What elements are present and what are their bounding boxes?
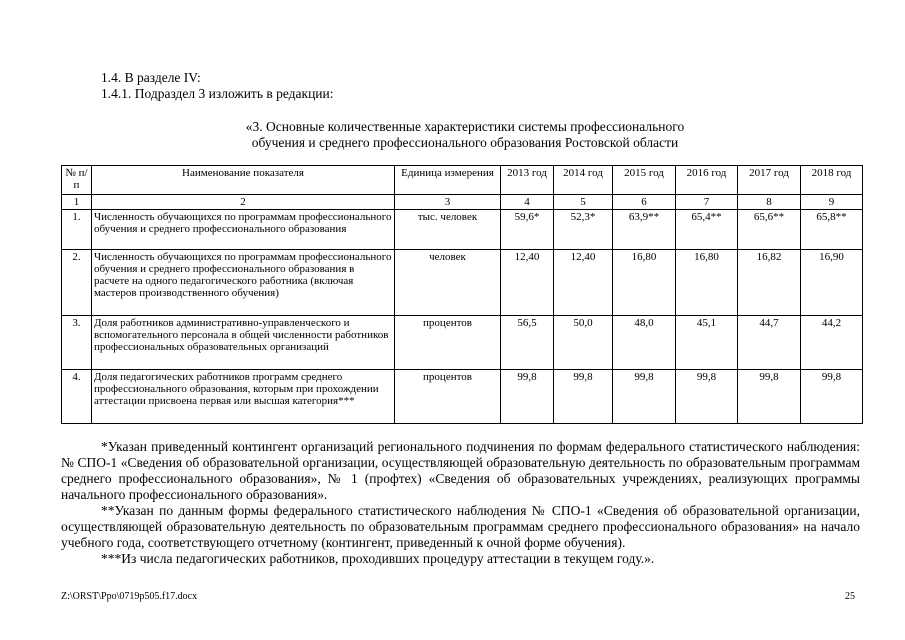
unit-cell: человек	[395, 250, 501, 316]
value-cell: 50,0	[554, 316, 613, 370]
value-cell: 99,8	[554, 370, 613, 424]
column-number-row	[62, 195, 863, 210]
value-cell: 12,40	[554, 250, 613, 316]
value-cell: 48,0	[613, 316, 676, 370]
row-number-cell: 3.	[62, 316, 92, 370]
value-cell: 16,90	[801, 250, 863, 316]
value-cell: 99,8	[801, 370, 863, 424]
value-cell: 52,3*	[554, 210, 613, 250]
footnotes	[61, 439, 860, 567]
value-cell: 44,7	[738, 316, 801, 370]
value-cell: 99,8	[501, 370, 554, 424]
column-number-cell: 2	[92, 195, 395, 210]
header-row	[62, 166, 863, 195]
column-number-cell: 4	[501, 195, 554, 210]
value-cell: 65,8**	[801, 210, 863, 250]
value-cell: 63,9**	[613, 210, 676, 250]
footnote-3: ***Из числа педагогических работников, проходивших процедуру аттестации в текущем году.».	[101, 551, 655, 566]
unit-cell: тыс. человек	[395, 210, 501, 250]
column-number-cell: 5	[554, 195, 613, 210]
value-cell: 56,5	[501, 316, 554, 370]
unit-cell: процентов	[395, 316, 501, 370]
table-title-line-1: «3. Основные количественные характеристики системы профессионального	[245, 119, 685, 134]
indicator-cell: Доля работников административно-управленческого и вспомогательного персонала в общей численности работников профессиональных образовательных организаций	[92, 316, 395, 370]
unit-cell: процентов	[395, 370, 501, 424]
value-cell: 12,40	[501, 250, 554, 316]
table-head	[62, 166, 863, 210]
table-row	[62, 316, 863, 370]
footnote-2: **Указан по данным формы федерального статистического наблюдения № СПО-1 «Сведения об образовательной организации, осуществляющей образовательную деятельность по образовательным программам среднего профессионального образования» на начало учебного года, соответствующего отчетному (контингент, приведенный к очной форме обучения).	[61, 503, 860, 550]
indicator-cell: Доля педагогических работников программ среднего профессионального образования, которым при прохождении аттестации присвоена первая или высшая категория***	[92, 370, 395, 424]
value-cell: 16,82	[738, 250, 801, 316]
footer-file-path: Z:\ORST\Ppo\0719p505.f17.docx	[61, 591, 198, 602]
value-cell: 65,6**	[738, 210, 801, 250]
header-cell-2015: 2015 год	[613, 166, 676, 195]
header-cell-2017: 2017 год	[738, 166, 801, 195]
value-cell: 99,8	[613, 370, 676, 424]
column-number-cell: 3	[395, 195, 501, 210]
table-row	[62, 370, 863, 424]
indicators-table	[61, 165, 863, 424]
value-cell: 99,8	[676, 370, 738, 424]
row-number-cell: 4.	[62, 370, 92, 424]
table-row	[62, 210, 863, 250]
column-number-cell: 7	[676, 195, 738, 210]
page-number: 25	[845, 591, 855, 602]
row-number-cell: 2.	[62, 250, 92, 316]
value-cell: 59,6*	[501, 210, 554, 250]
subsection-heading: 1.4.1. Подраздел 3 изложить в редакции:	[101, 86, 334, 101]
value-cell: 99,8	[738, 370, 801, 424]
section-heading: 1.4. В разделе IV:	[101, 70, 201, 85]
header-cell-2013: 2013 год	[501, 166, 554, 195]
header-cell-unit: Единица измерения	[395, 166, 501, 195]
header-cell-number: № п/п	[62, 166, 92, 195]
indicator-cell: Численность обучающихся по программам профессионального обучения и среднего профессионального образования	[92, 210, 395, 250]
value-cell: 44,2	[801, 316, 863, 370]
table-title	[160, 119, 770, 151]
value-cell: 16,80	[676, 250, 738, 316]
column-number-cell: 9	[801, 195, 863, 210]
header-cell-2016: 2016 год	[676, 166, 738, 195]
column-number-cell: 8	[738, 195, 801, 210]
value-cell: 45,1	[676, 316, 738, 370]
footnote-1: *Указан приведенный контингент организаций регионального подчинения по формам федерального статистического наблюдения: № СПО-1 «Сведения об образовательной организации, осуществляющей образовательную деятельность по образовательным программам среднего профессионального образования», № 1 (профтех) «Сведения об образовательных учреждениях, реализующих программы начального профессионального образования».	[61, 439, 860, 502]
table-body	[62, 210, 863, 424]
indicator-cell: Численность обучающихся по программам профессионального обучения и среднего профессионального образования в расчете на одного педагогического работника (включая мастеров производственного обучения)	[92, 250, 395, 316]
header-cell-2014: 2014 год	[554, 166, 613, 195]
header-cell-indicator: Наименование показателя	[92, 166, 395, 195]
value-cell: 16,80	[613, 250, 676, 316]
value-cell: 65,4**	[676, 210, 738, 250]
column-number-cell: 6	[613, 195, 676, 210]
row-number-cell: 1.	[62, 210, 92, 250]
column-number-cell: 1	[62, 195, 92, 210]
table-row	[62, 250, 863, 316]
header-cell-2018: 2018 год	[801, 166, 863, 195]
table-title-line-2: обучения и среднего профессионального образования Ростовской области	[251, 135, 679, 150]
